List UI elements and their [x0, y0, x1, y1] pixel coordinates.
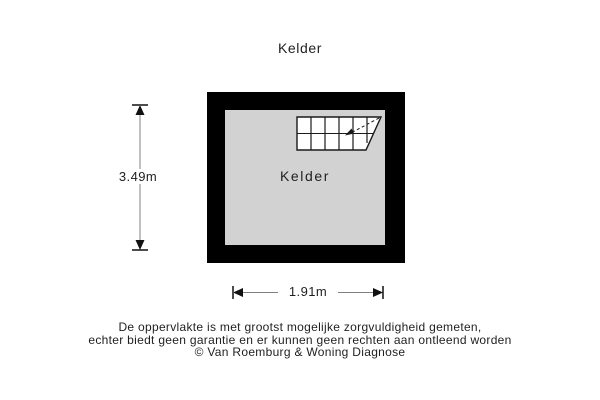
- basement-room: [225, 110, 385, 245]
- page-title: Kelder: [277, 40, 323, 56]
- width-dimension-label: 1.91m: [278, 284, 338, 299]
- disclaimer-line-2: echter biedt geen garantie en er kunnen geen rechten aan ontleend worden: [88, 332, 512, 347]
- basement-walls: [207, 92, 405, 263]
- staircase-icon: [296, 116, 386, 154]
- height-dimension-label: 3.49m: [111, 169, 165, 184]
- disclaimer-line-1: De oppervlakte is met grootst mogelijke zorgvuldigheid gemeten,: [118, 320, 482, 334]
- copyright-line: © Van Roemburg & Woning Diagnose: [194, 345, 406, 359]
- disclaimer-text: [0, 321, 600, 359]
- room-label: Kelder: [279, 168, 331, 184]
